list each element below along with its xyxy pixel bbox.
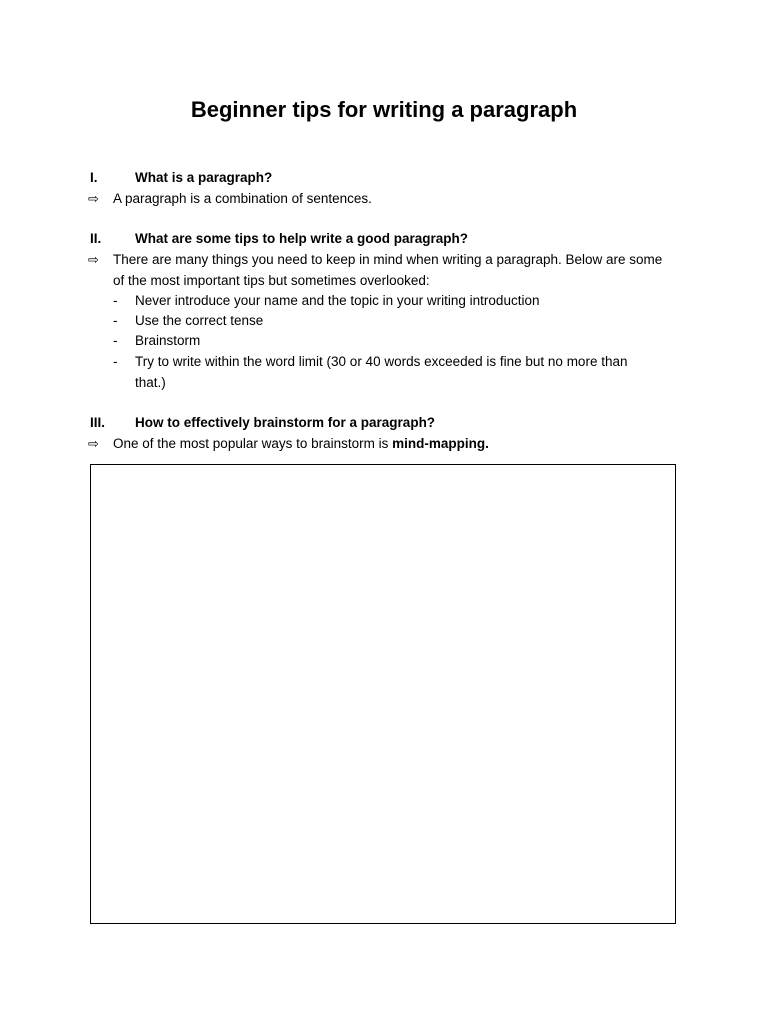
point-text: A paragraph is a combination of sentences.: [113, 191, 372, 206]
point-text-line-1: There are many things you need to keep in mind when writing a paragraph. Below are some: [113, 252, 663, 267]
arrow-bullet-icon: ⇨: [88, 252, 99, 267]
tip-item-1: [113, 291, 673, 312]
tip-item-2: [113, 311, 673, 332]
tip-text: Never introduce your name and the topic in your writing introduction: [135, 293, 540, 308]
document-title: Beginner tips for writing a paragraph: [190, 97, 578, 122]
section-heading-1: [90, 168, 272, 188]
tip-text-line-1: Try to write within the word limit (30 or 40 words exceeded is fine but no more than: [135, 354, 628, 369]
dash-bullet: -: [113, 293, 118, 308]
dash-bullet: -: [113, 313, 118, 328]
section-number: III.: [90, 415, 106, 430]
arrow-bullet-icon: ⇨: [88, 191, 99, 206]
tip-text: Brainstorm: [135, 333, 201, 348]
tip-text-line-2: that.): [135, 374, 166, 390]
section-heading-2: [90, 229, 468, 249]
point-text-bold: mind-mapping.: [392, 436, 489, 451]
section-heading-text: How to effectively brainstorm for a paragraph?: [135, 415, 436, 430]
section-number: II.: [90, 231, 102, 246]
section-heading-text: What are some tips to help write a good paragraph?: [135, 231, 469, 246]
point-text-line-2: of the most important tips but sometimes overlooked:: [113, 272, 430, 288]
arrow-bullet-icon: ⇨: [88, 436, 99, 451]
section-2-point: [88, 250, 688, 291]
mind-map-box: [90, 464, 676, 924]
section-heading-text: What is a paragraph?: [135, 170, 273, 185]
dash-bullet: -: [113, 354, 118, 369]
tip-text: Use the correct tense: [135, 313, 264, 328]
dash-bullet: -: [113, 333, 118, 348]
section-heading-3: [90, 413, 435, 433]
point-text-plain: One of the most popular ways to brainstorm is: [113, 436, 393, 451]
tip-item-4: [113, 352, 673, 393]
section-1-point: [88, 189, 688, 210]
section-number: I.: [90, 170, 98, 185]
section-3-point: [88, 434, 688, 455]
point-text: [113, 434, 688, 455]
tip-item-3: [113, 331, 673, 352]
